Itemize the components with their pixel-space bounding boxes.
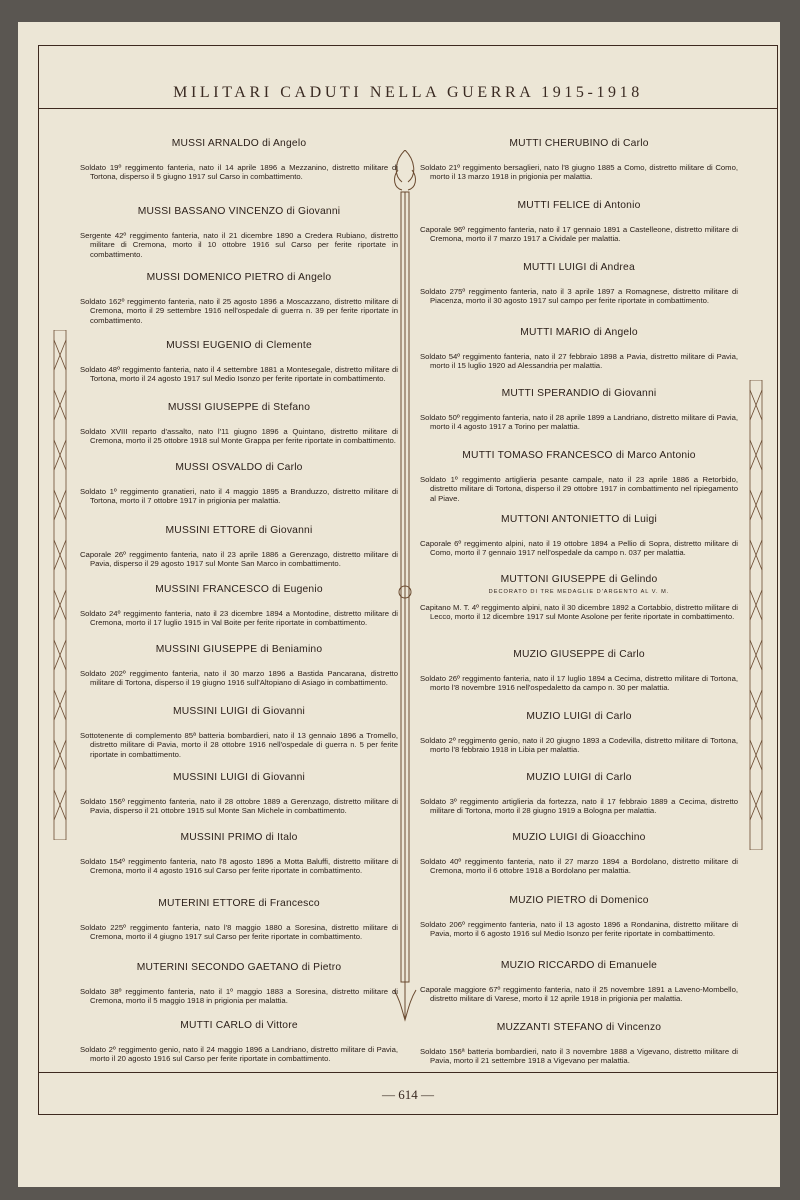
entry-name: MUSSINI ETTORE di Giovanni (165, 525, 313, 536)
entry (420, 711, 738, 755)
entry (420, 574, 738, 622)
entry-name: MUTTI FELICE di Antonio (517, 200, 641, 211)
entry-text: Caporale 96º reggimento fanteria, nato il 17 gennaio 1891 a Castelleone, distretto militare di Cremona, morto il 7 marzo 1917 a Cividale per malattia. (420, 225, 738, 244)
entry-name: MUSSI EUGENIO di Clemente (166, 340, 312, 351)
entry-name: MUSSI BASSANO VINCENZO di Giovanni (137, 206, 341, 217)
entry-name: MUZZANTI STEFANO di Vincenzo (496, 1022, 662, 1033)
entry (420, 1022, 738, 1066)
entry-name: MUTTI TOMASO FRANCESCO di Marco Antonio (462, 450, 696, 461)
entry (80, 138, 398, 182)
entry (420, 832, 738, 876)
entry-text: Soldato 48º reggimento fanteria, nato il 4 settembre 1881 a Montesegale, distretto militare di Tortona, morto il 24 agosto 1917 sul Medio Isonzo per ferite riportate in combattimento. (80, 365, 398, 384)
entry (80, 462, 398, 506)
entry (80, 272, 398, 325)
footer-rule (38, 1072, 778, 1073)
entry (420, 450, 738, 503)
entry-name: MUTTI LUIGI di Andrea (523, 262, 635, 273)
entry (80, 402, 398, 446)
page-title: MILITARI CADUTI NELLA GUERRA 1915-1918 (173, 84, 643, 101)
entry-name: MUTERINI SECONDO GAETANO di Pietro (136, 962, 342, 973)
entry-text: Soldato 156º reggimento fanteria, nato il 28 ottobre 1889 a Gerenzago, distretto militare di Pavia, disperso il 21 ottobre 1915 sul Monte San Michele in combattimento. (80, 797, 398, 816)
entry-text: Soldato 3º reggimento artiglieria da fortezza, nato il 17 febbraio 1889 a Cecima, distretto militare di Tortona, morto il 28 giugno 1919 a Bologna per malattia. (420, 797, 738, 816)
entry-text: Soldato 275º reggimento fanteria, nato il 3 aprile 1897 a Romagnese, distretto militare di Piacenza, morto il 30 agosto 1917 sul campo per ferite riportate in combattimento. (420, 287, 738, 306)
entry (420, 200, 738, 244)
entry-name: MUSSINI GIUSEPPE di Beniamino (155, 644, 323, 655)
entry-name: MUTTONI ANTONIETTO di Luigi (501, 514, 657, 525)
entry-name: MUSSINI LUIGI di Giovanni (172, 706, 306, 717)
entry-text: Capitano M. T. 4º reggimento alpini, nato il 30 dicembre 1892 a Cortabbio, distretto militare di Lecco, morto il 12 dicembre 1917 sul Monte Asolone per ferite riportate in combattimento. (420, 603, 738, 622)
entry-text: Sottotenente di complemento 85ª batteria bombardieri, nato il 13 gennaio 1896 a Tromello, distretto militare di Pavia, morto il 28 ottobre 1916 nell'ospedale di guerra n. 5 per ferite riportate in combattimento. (80, 731, 398, 759)
entry (80, 1020, 398, 1064)
entry-text: Caporale maggiore 67º reggimento fanteria, nato il 25 novembre 1891 a Laveno-Mombello, distretto militare di Varese, morto il 12 aprile 1918 in prigionia per malattia. (420, 985, 738, 1004)
page-number: — 614 — (382, 1087, 434, 1102)
entry-name: MUSSI DOMENICO PIETRO di Angelo (146, 272, 332, 283)
entry (80, 962, 398, 1006)
entry-name: MUSSINI FRANCESCO di Eugenio (155, 584, 323, 595)
entry-text: Soldato 19º reggimento fanteria, nato il 14 aprile 1896 a Mezzanino, distretto militare di Tortona, disperso il 5 giugno 1917 sul Carso in combattimento. (80, 163, 398, 182)
entry-name: MUZIO RICCARDO di Emanuele (500, 960, 658, 971)
entry (80, 706, 398, 759)
entry (80, 206, 398, 259)
entry-text: Soldato 24º reggimento fanteria, nato il 23 dicembre 1894 a Montodine, distretto militare di Cremona, morto il 17 luglio 1915 in Val Boite per ferite riportate in combattimento. (80, 609, 398, 628)
entry-name: MUTTONI GIUSEPPE di Gelindo (500, 574, 658, 585)
entry-text: Soldato 50º reggimento fanteria, nato il 28 aprile 1899 a Landriano, distretto militare di Pavia, morto il 4 agosto 1917 a Torino per malattia. (420, 413, 738, 432)
entry-name: MUZIO LUIGI di Carlo (526, 772, 632, 783)
entry (420, 649, 738, 693)
entry (420, 514, 738, 558)
entry (80, 525, 398, 569)
entry-decoration: DECORATO DI TRE MEDAGLIE D'ARGENTO AL V. M. (488, 589, 670, 595)
entry-text: Caporale 26º reggimento fanteria, nato il 23 aprile 1886 a Gerenzago, distretto militare di Pavia, disperso il 29 agosto 1917 sul Monte San Marco in combattimento. (80, 550, 398, 569)
entry-name: MUSSI OSVALDO di Carlo (175, 462, 303, 473)
entry-text: Soldato 26º reggimento fanteria, nato il 17 luglio 1894 a Cecima, distretto militare di Tortona, morto l'8 novembre 1916 nell'ospedaletto da campo n. 30 per malattia. (420, 674, 738, 693)
entry-name: MUTTI SPERANDIO di Giovanni (501, 388, 657, 399)
entry-text: Soldato 202º reggimento fanteria, nato il 30 marzo 1896 a Bastida Pancarana, distretto militare di Tortona, disperso il 19 giugno 1916 sull'Altopiano di Asiago in combattimento. (80, 669, 398, 688)
entry-name: MUZIO LUIGI di Carlo (526, 711, 632, 722)
entry-text: Soldato 1º reggimento artiglieria pesante campale, nato il 23 aprile 1886 a Retorbido, distretto militare di Tortona, disperso il 29 ottobre 1917 in combattimento nel ripiegamento al Piave. (420, 475, 738, 503)
entry-name: MUTERINI ETTORE di Francesco (158, 898, 320, 909)
entry (420, 138, 738, 182)
entry-text: Soldato 38º reggimento fanteria, nato il 1º maggio 1883 a Soresina, distretto militare di Cremona, morto il 5 maggio 1918 in prigionia per malattia. (80, 987, 398, 1006)
header-rule (38, 108, 778, 109)
entry-text: Soldato 2º reggimento genio, nato il 20 giugno 1893 a Codevilla, distretto militare di Tortona, morto l'8 febbraio 1918 in Libia per malattia. (420, 736, 738, 755)
entry-text: Caporale 6º reggimento alpini, nato il 19 ottobre 1894 a Pellio di Sopra, distretto militare di Como, morto il 7 gennaio 1917 nell'ospedale da campo n. 037 per malattia. (420, 539, 738, 558)
right-margin-ornament (746, 380, 766, 850)
entry (420, 960, 738, 1004)
entry (80, 832, 398, 876)
entry (80, 772, 398, 816)
entry (80, 644, 398, 688)
entry-name: MUSSINI PRIMO di Italo (180, 832, 298, 843)
entry-name: MUTTI MARIO di Angelo (520, 327, 638, 338)
entry (80, 898, 398, 942)
entry-name: MUSSI GIUSEPPE di Stefano (167, 402, 311, 413)
entry (420, 772, 738, 816)
entry (420, 327, 738, 371)
entry (420, 262, 738, 306)
entry-name: MUZIO LUIGI di Gioacchino (512, 832, 646, 843)
entry-text: Soldato 225º reggimento fanteria, nato l'8 maggio 1880 a Soresina, distretto militare di Cremona, morto il 4 giugno 1917 sul Carso per ferite riportate in combattimento. (80, 923, 398, 942)
entry-text: Soldato 1º reggimento granatieri, nato il 4 maggio 1895 a Branduzzo, distretto militare di Tortona, morto il 7 ottobre 1917 in prigionia per malattia. (80, 487, 398, 506)
entry-text: Soldato 21º reggimento bersaglieri, nato l'8 giugno 1885 a Como, distretto militare di Como, morto il 13 marzo 1918 in prigionia per malattia. (420, 163, 738, 182)
entry (80, 584, 398, 628)
entry (420, 895, 738, 939)
entry-text: Soldato 206º reggimento fanteria, nato il 13 agosto 1896 a Rondanina, distretto militare di Pavia, morto il 6 agosto 1916 sul Medio Isonzo per ferite riportate in combattimento. (420, 920, 738, 939)
entry-name: MUZIO PIETRO di Domenico (509, 895, 649, 906)
entry-text: Soldato 2º reggimento genio, nato il 24 maggio 1896 a Landriano, distretto militare di Pavia, morto il 20 agosto 1916 sul Carso per ferite riportate in combattimento. (80, 1045, 398, 1064)
entry-text: Soldato 154º reggimento fanteria, nato l'8 agosto 1896 a Motta Baluffi, distretto militare di Cremona, morto il 4 agosto 1916 sul Carso per ferite riportate in combattimento. (80, 857, 398, 876)
entry-name: MUSSINI LUIGI di Giovanni (172, 772, 306, 783)
entry-text: Soldato 162º reggimento fanteria, nato il 25 agosto 1896 a Moscazzano, distretto militare di Cremona, morto il 29 settembre 1916 nell'ospedale di guerra n. 39 per ferite riportate in combattimento. (80, 297, 398, 325)
entry-text: Soldato XVIII reparto d'assalto, nato l'11 giugno 1896 a Quintano, distretto militare di Cremona, morto il 25 ottobre 1918 sul Monte Grappa per ferite riportate in combattimento. (80, 427, 398, 446)
entry-text: Soldato 40º reggimento fanteria, nato il 27 marzo 1894 a Bordolano, distretto militare di Cremona, morto il 6 ottobre 1918 a Bordolano per malattia. (420, 857, 738, 876)
entry-text: Soldato 156ª batteria bombardieri, nato il 3 novembre 1888 a Vigevano, distretto militare di Pavia, morto il 21 settembre 1918 a Vigevano per malattia. (420, 1047, 738, 1066)
entry (80, 340, 398, 384)
entry-name: MUZIO GIUSEPPE di Carlo (513, 649, 645, 660)
entry-text: Sergente 42º reggimento fanteria, nato il 21 dicembre 1890 a Credera Rubiano, distretto militare di Cremona, morto il 10 ottobre 1916 sul Carso per ferite riportate in combattimento. (80, 231, 398, 259)
entry-name: MUTTI CARLO di Vittore (180, 1020, 298, 1031)
left-margin-ornament (50, 330, 70, 840)
entry (420, 388, 738, 432)
entry-name: MUSSI ARNALDO di Angelo (171, 138, 307, 149)
entry-text: Soldato 54º reggimento fanteria, nato il 27 febbraio 1898 a Pavia, distretto militare di Pavia, morto il 15 luglio 1920 ad Alessandria per malattia. (420, 352, 738, 371)
entry-name: MUTTI CHERUBINO di Carlo (509, 138, 649, 149)
